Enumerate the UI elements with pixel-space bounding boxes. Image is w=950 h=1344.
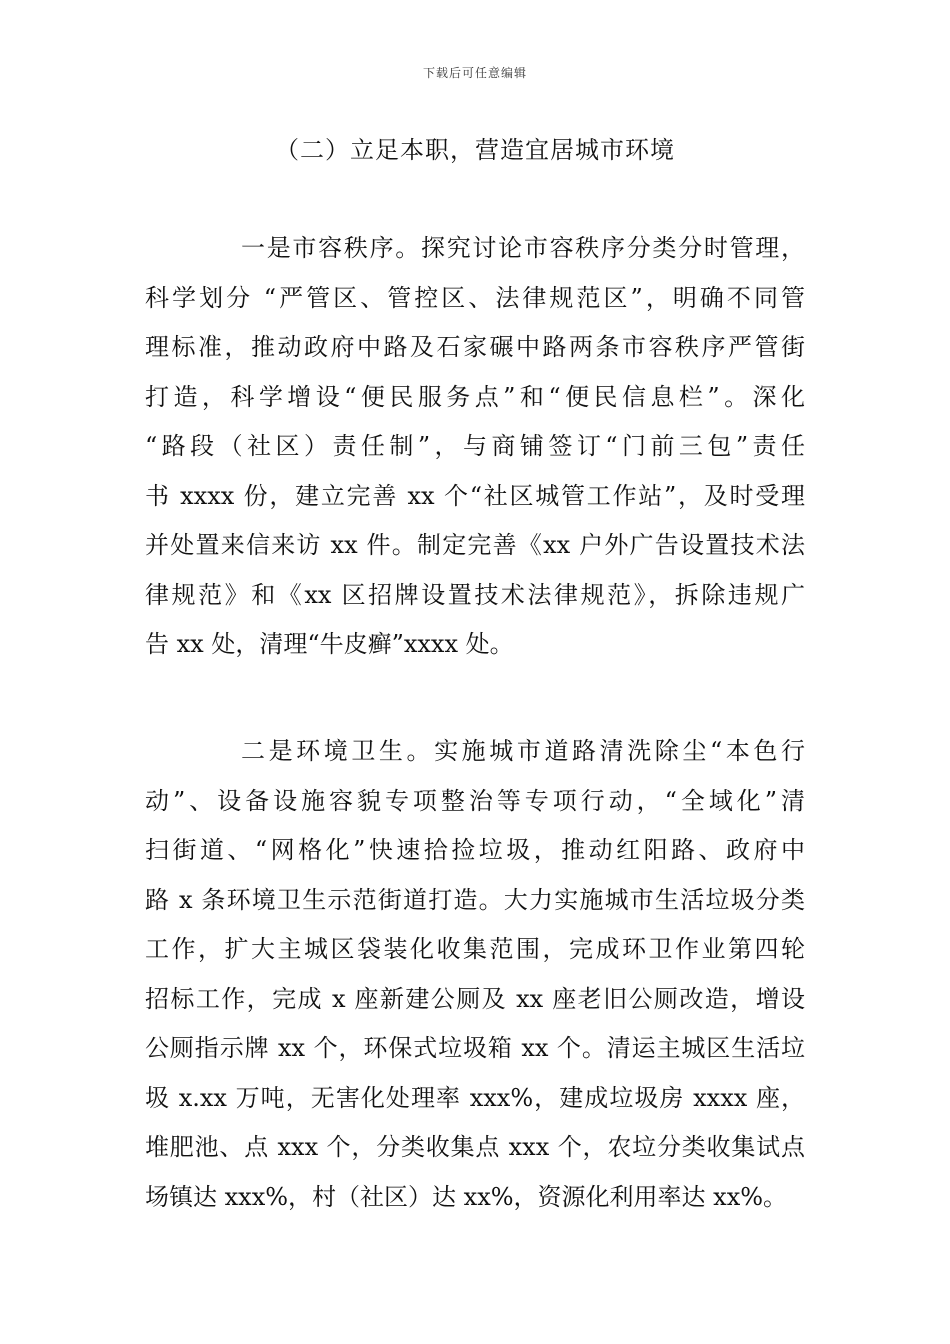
text-line: 公厕指示牌 xx 个，环保式垃圾箱 xx 个。清运主城区生活垃 bbox=[145, 1034, 805, 1062]
text-line: 一是市容秩序。探究讨论市容秩序分类分时管理， bbox=[241, 234, 805, 262]
header-note: 下载后可任意编辑 bbox=[422, 66, 527, 80]
section-title: （二）立足本职，营造宜居城市环境 bbox=[275, 136, 675, 164]
text-line: 路 x 条环境卫生示范街道打造。大力实施城市生活垃圾分类 bbox=[145, 885, 805, 914]
paragraph-city-order bbox=[145, 224, 805, 670]
text-line: 二是环境卫生。实施城市道路清洗除尘“本色行 bbox=[241, 737, 805, 765]
text-line: 堆肥池、点 xxx 个，分类收集点 xxx 个，农垃分类收集试点 bbox=[145, 1133, 805, 1161]
text-line: 圾 x.xx 万吨，无害化处理率 xxx%，建成垃圾房 xxxx 座， bbox=[145, 1083, 805, 1112]
text-line: 招标工作，完成 x 座新建公厕及 xx 座老旧公厕改造，增设 bbox=[145, 984, 805, 1013]
text-line: 并处置来信来访 xx 件。制定完善《xx 户外广告设置技术法 bbox=[145, 531, 805, 559]
text-line: 动”、设备设施容貌专项整治等专项行动，“全域化”清 bbox=[145, 786, 805, 815]
text-line: 理标准，推动政府中路及石家碾中路两条市容秩序严管街 bbox=[145, 333, 805, 361]
text-line: 科学划分 “严管区、管控区、法律规范区”，明确不同管 bbox=[145, 283, 805, 312]
text-line: 律规范》和《xx 区招牌设置技术法律规范》，拆除违规广 bbox=[145, 580, 805, 609]
paragraph-environment-sanitation bbox=[145, 727, 805, 1222]
text-line: 打造，科学增设“便民服务点”和“便民信息栏”。深化 bbox=[145, 382, 805, 411]
text-line: “路段（社区）责任制”，与商铺签订“门前三包”责任 bbox=[145, 432, 805, 460]
text-line: 工作，扩大主城区袋装化收集范围，完成环卫作业第四轮 bbox=[145, 935, 805, 963]
text-line: 扫街道、“网格化”快速拾捡垃圾，推动红阳路、政府中 bbox=[145, 836, 805, 864]
text-line: 场镇达 xxx%，村（社区）达 xx%，资源化利用率达 xx%。 bbox=[145, 1182, 788, 1211]
text-line: 书 xxxx 份，建立完善 xx 个“社区城管工作站”，及时受理 bbox=[145, 481, 805, 510]
text-line: 告 xx 处，清理“牛皮癣”xxxx 处。 bbox=[145, 630, 514, 658]
